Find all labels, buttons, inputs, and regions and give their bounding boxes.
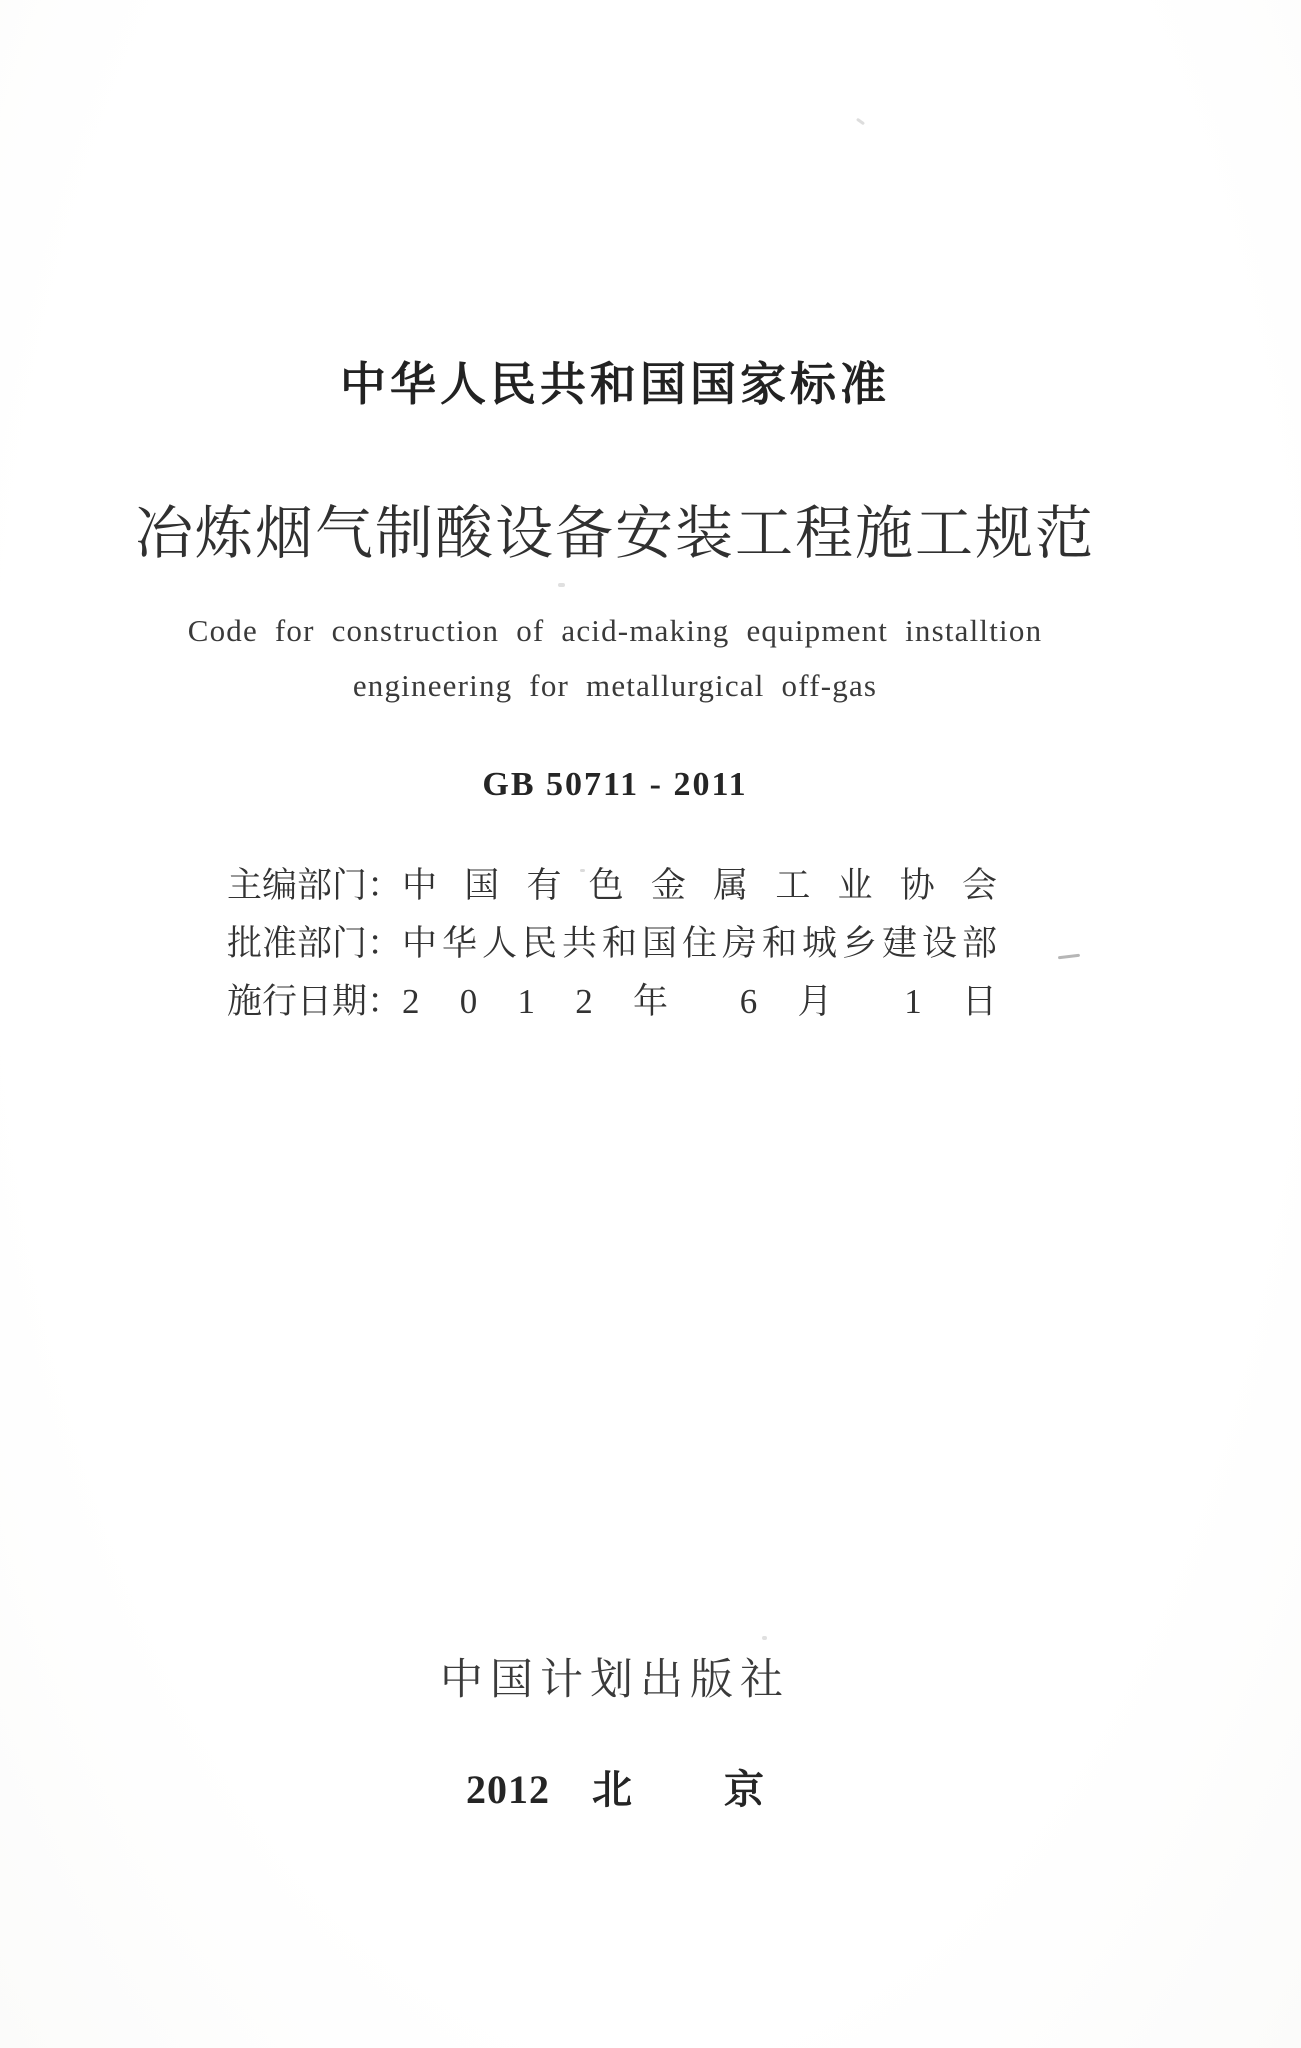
- standard-title-english-line2: engineering for metallurgical off-gas: [352, 668, 878, 703]
- implementation-date-label: 施行日期：: [227, 982, 403, 1021]
- info-row-approval-department: [227, 926, 997, 962]
- approval-department-value: 中华人民共和国住房和城乡建设部: [402, 924, 998, 963]
- info-row-implementation-date: [227, 984, 997, 1020]
- approval-department-label: 批准部门：: [227, 924, 403, 963]
- info-row-chief-editing-department: [227, 868, 997, 904]
- standard-info-block: [227, 868, 997, 1042]
- standard-title-english-line1: Code for construction of acid-making equipment installtion: [187, 613, 1043, 648]
- scan-artifact-speck: [762, 1636, 767, 1640]
- chief-editing-department-value: 中 国 有 色 金 属 工 业 协 会: [402, 866, 998, 905]
- publication-year: 2012: [466, 1767, 550, 1812]
- publication-place-second-char: 京: [724, 1767, 764, 1812]
- chief-editing-department-label: 主编部门：: [227, 866, 403, 905]
- publisher-name: 中国计划出版社: [440, 1657, 790, 1704]
- standard-code-number: GB 50711 - 2011: [482, 766, 748, 803]
- standard-title-chinese: 冶炼烟气制酸设备安装工程施工规范: [134, 501, 1095, 566]
- national-standard-label: 中华人民共和国国家标准: [340, 358, 890, 410]
- publication-place-first-char: 北: [592, 1767, 632, 1812]
- implementation-date-value: 2 0 1 2 年 6 月 1 日: [402, 982, 998, 1021]
- imprint-line: [0, 1758, 1230, 1815]
- scan-artifact-speck: [580, 869, 585, 872]
- scan-artifact-speck: [558, 583, 565, 587]
